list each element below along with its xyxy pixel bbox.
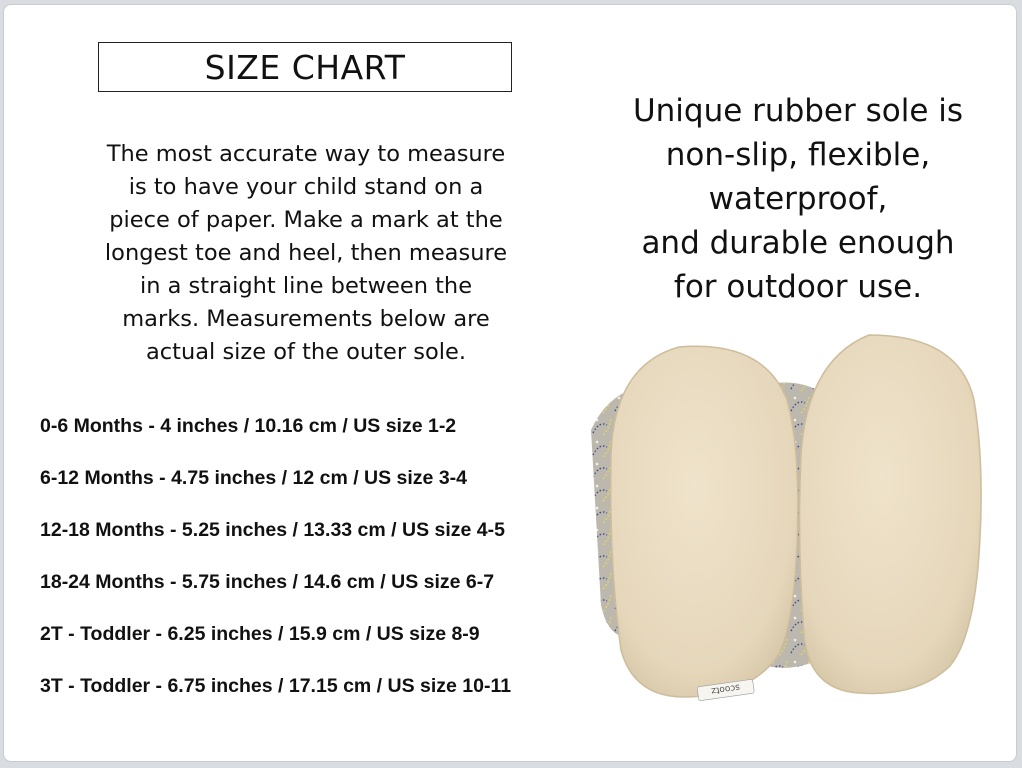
instruction-line: actual size of the outer sole. xyxy=(146,339,466,365)
tagline-line: and durable enough xyxy=(641,225,955,261)
instruction-line: in a straight line between the xyxy=(139,273,473,299)
instruction-line: marks. Measurements below are xyxy=(122,306,490,332)
instruction-line: is to have your child stand on a xyxy=(128,174,484,200)
tagline-line: Unique rubber sole is xyxy=(632,93,964,129)
sole-description xyxy=(604,89,992,309)
size-row-2t-toddler: 2T - Toddler - 6.25 inches / 15.9 cm / US size 8-9 xyxy=(40,623,480,645)
size-row-18-24-months: 18-24 Months - 5.75 inches / 14.6 cm / US size 6-7 xyxy=(40,571,495,593)
size-row-3t-toddler: 3T - Toddler - 6.75 inches / 17.15 cm / US size 10-11 xyxy=(40,675,512,697)
svg-text:scootz: scootz xyxy=(710,681,741,696)
left-sole xyxy=(611,346,798,697)
tagline-line: for outdoor use. xyxy=(673,269,923,305)
measuring-instructions xyxy=(84,138,528,369)
instruction-line: The most accurate way to measure xyxy=(106,141,506,167)
right-sole xyxy=(800,335,982,693)
size-chart-slide xyxy=(3,4,1017,762)
page-title: SIZE CHART xyxy=(98,42,512,92)
instruction-line: piece of paper. Make a mark at the xyxy=(109,207,503,233)
size-row-0-6-months: 0-6 Months - 4 inches / 10.16 cm / US size 1-2 xyxy=(40,415,457,437)
size-row-12-18-months: 12-18 Months - 5.25 inches / 13.33 cm / US size 4-5 xyxy=(40,519,505,541)
shoe-soles-photo xyxy=(569,305,1009,715)
instruction-line: longest toe and heel, then measure xyxy=(104,240,508,266)
tagline-line: waterproof, xyxy=(708,181,888,217)
tagline-line: non-slip, flexible, xyxy=(665,137,931,173)
size-list xyxy=(40,410,600,722)
size-row-6-12-months: 6-12 Months - 4.75 inches / 12 cm / US size 3-4 xyxy=(40,467,468,489)
